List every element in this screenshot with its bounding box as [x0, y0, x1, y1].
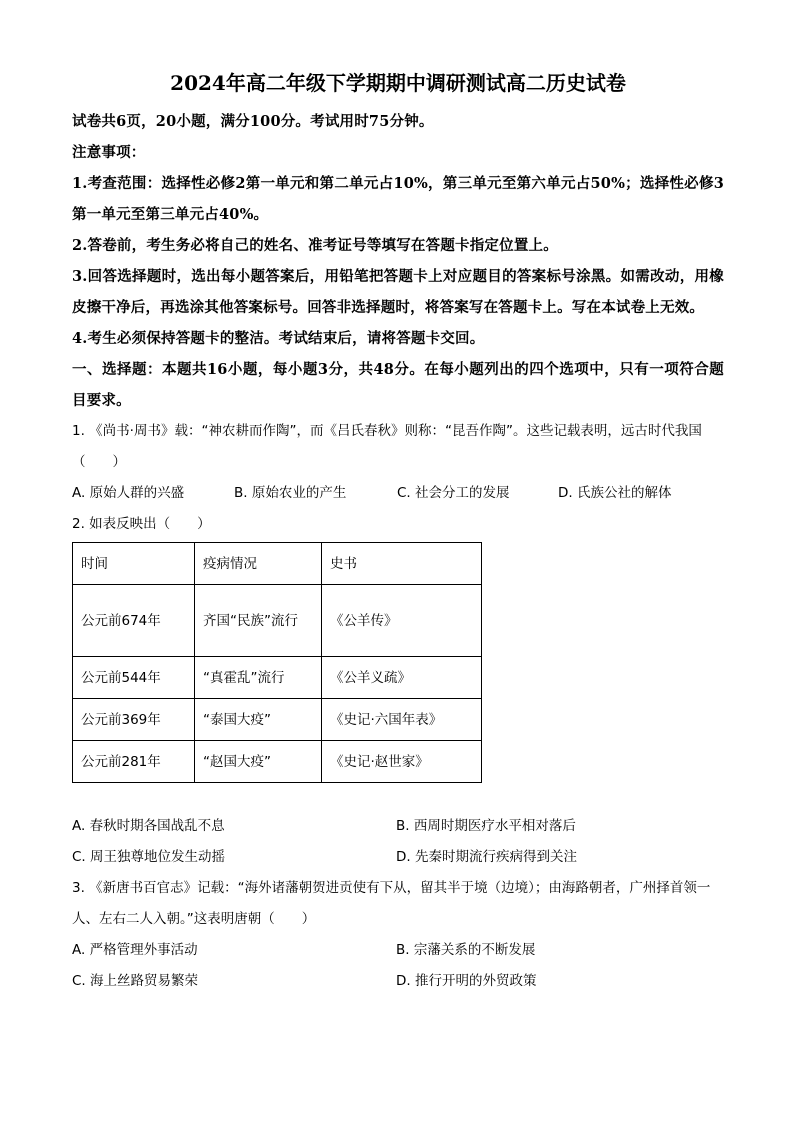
table-cell: 《史记·六国年表》	[322, 699, 482, 741]
note-item: 3.回答选择题时，选出每小题答案后，用铅笔把答题卡上对应题目的答案标号涂黑。如需改动，用橡皮擦干净后，再选涂其他答案标号。回答非选择题时，将答案写在答题卡上。写在本试卷上无效。	[72, 268, 724, 316]
table-header-cell: 时间	[73, 543, 195, 585]
table-row	[73, 657, 482, 699]
question-options	[72, 811, 724, 873]
table-cell: 公元前544年	[73, 657, 195, 699]
table-row	[73, 699, 482, 741]
exam-page	[72, 68, 724, 997]
question-options	[72, 478, 724, 509]
exam-title: 2024年高二年级下学期期中调研测试高二历史试卷	[170, 71, 626, 95]
table-cell: 公元前281年	[73, 741, 195, 783]
section-heading: 一、选择题：本题共16小题，每小题3分，共48分。在每小题列出的四个选项中，只有一项符合题目要求。	[72, 361, 724, 409]
option-a[interactable]: A. 严格管理外事活动	[72, 942, 198, 958]
question-3	[72, 873, 724, 997]
option-c[interactable]: C. 社会分工的发展	[397, 485, 510, 501]
question-stem: 2. 如表反映出（ ）	[72, 516, 211, 532]
table-header-cell: 史书	[322, 543, 482, 585]
table-cell: 齐国“民族”流行	[195, 585, 322, 657]
table-header-row	[73, 543, 482, 585]
table-cell: 《史记·赵世家》	[322, 741, 482, 783]
option-d[interactable]: D. 氏族公社的解体	[558, 485, 672, 501]
table-header-cell: 疫病情况	[195, 543, 322, 585]
option-a[interactable]: A. 春秋时期各国战乱不息	[72, 818, 225, 834]
table-cell: “真霍乱”流行	[195, 657, 322, 699]
table-row	[73, 741, 482, 783]
question-stem: 3. 《新唐书百官志》记载：“海外诸藩朝贺进贡使有下从，留其半于境（边境）；由海路朝者，广州择首领一人、左右二人入朝。”这表明唐朝（ ）	[72, 880, 711, 927]
option-b[interactable]: B. 宗藩关系的不断发展	[396, 942, 536, 958]
exam-intro: 试卷共6页，20小题，满分100分。考试用时75分钟。	[72, 113, 434, 130]
epidemic-table	[72, 542, 482, 783]
question-2	[72, 509, 724, 873]
option-b[interactable]: B. 西周时期医疗水平相对落后	[396, 818, 576, 834]
option-b[interactable]: B. 原始农业的产生	[234, 485, 347, 501]
table-cell: “泰国大疫”	[195, 699, 322, 741]
notes-heading: 注意事项：	[72, 144, 146, 161]
table-cell: 《公羊义疏》	[322, 657, 482, 699]
option-d[interactable]: D. 推行开明的外贸政策	[396, 973, 537, 989]
option-c[interactable]: C. 海上丝路贸易繁荣	[72, 973, 199, 989]
option-c[interactable]: C. 周王独尊地位发生动摇	[72, 849, 226, 865]
option-d[interactable]: D. 先秦时期流行疾病得到关注	[396, 849, 577, 865]
note-item: 1.考查范围：选择性必修2第一单元和第二单元占10%，第三单元至第六单元占50%；选择性必修3第一单元至第三单元占40%。	[72, 175, 724, 223]
note-item: 4.考生必须保持答题卡的整洁。考试结束后，请将答题卡交回。	[72, 330, 485, 347]
table-cell: 公元前674年	[73, 585, 195, 657]
question-options	[72, 935, 724, 997]
table-row	[73, 585, 482, 657]
table-cell: 《公羊传》	[322, 585, 482, 657]
table-cell: 公元前369年	[73, 699, 195, 741]
question-1	[72, 416, 724, 509]
note-item: 2.答卷前，考生务必将自己的姓名、准考证号等填写在答题卡指定位置上。	[72, 237, 558, 254]
table-cell: “赵国大疫”	[195, 741, 322, 783]
question-stem: 1. 《尚书·周书》载：“神农耕而作陶”，而《吕氏春秋》则称：“昆吾作陶”。这些记载表明，远古时代我国（ ）	[72, 423, 702, 470]
option-a[interactable]: A. 原始人群的兴盛	[72, 485, 185, 501]
